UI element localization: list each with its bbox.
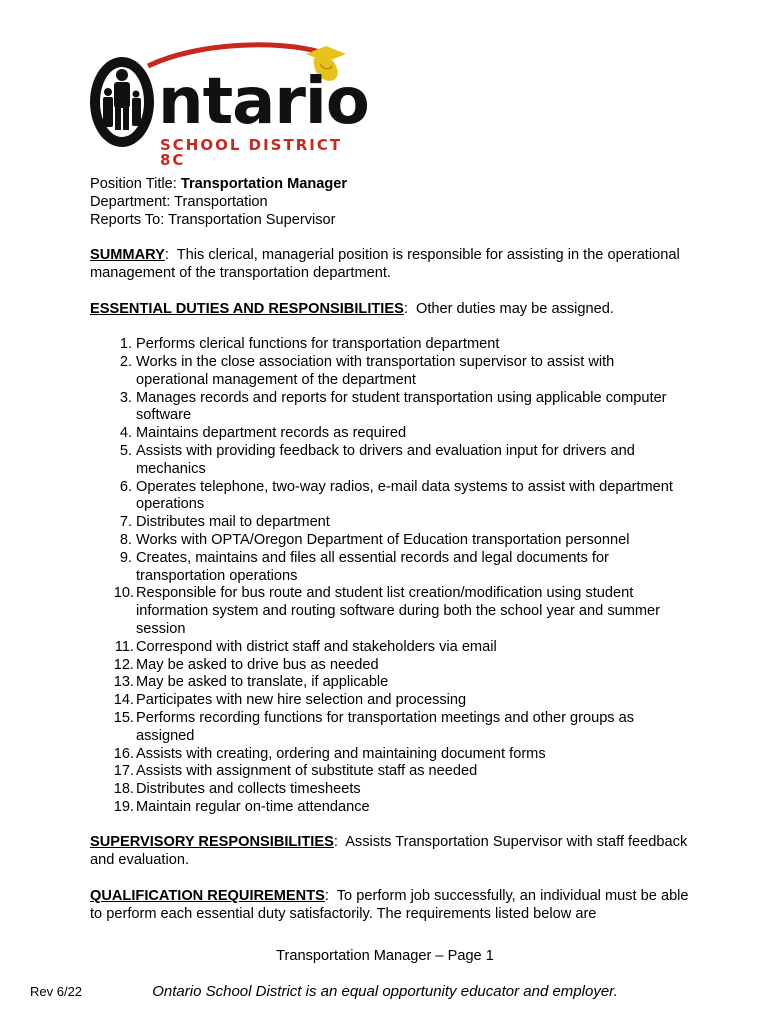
position-title-label: Position Title: <box>90 176 177 192</box>
duty-number: 4. <box>119 425 132 442</box>
duty-item <box>90 390 690 426</box>
duty-text: Responsible for bus route and student list creation/modification using student information system and routing software during both the school year and summer session <box>136 585 661 637</box>
summary-heading: SUMMARY <box>90 247 165 264</box>
duty-item <box>90 443 690 479</box>
eeo-statement: Ontario School District is an equal opportunity educator and employer. <box>152 983 618 1000</box>
duty-text: Manages records and reports for student transportation using applicable computer software <box>136 389 667 424</box>
duty-text: Distributes mail to department <box>136 514 330 531</box>
supervisory-heading: SUPERVISORY RESPONSIBILITIES <box>90 834 334 851</box>
duties-heading-line: ESSENTIAL DUTIES AND RESPONSIBILITIES: Other duties may be assigned. <box>90 300 614 317</box>
duty-number: 1. <box>119 336 132 353</box>
duty-number: 7. <box>119 514 132 531</box>
duty-text: May be asked to drive bus as needed <box>136 656 379 673</box>
summary-section: SUMMARY: This clerical, managerial position is responsible for assisting in the operational management of the transportation department. <box>90 247 680 281</box>
duty-text: Works in the close association with transportation supervisor to assist with operational management of the department <box>136 353 615 388</box>
duty-item <box>90 657 690 675</box>
duty-text: May be asked to translate, if applicable <box>136 674 389 691</box>
qualification-section: QUALIFICATION REQUIREMENTS: To perform job successfully, an individual must be able to perform each essential duty satisfactorily. The requirements listed below are <box>90 887 689 922</box>
duty-text: Distributes and collects timesheets <box>136 781 361 798</box>
duty-number: 12. <box>113 656 134 673</box>
qualification-heading: QUALIFICATION REQUIREMENTS <box>90 887 325 904</box>
duty-text: Performs clerical functions for transportation department <box>136 336 500 353</box>
duty-item <box>90 585 690 638</box>
reports-to-line <box>90 212 690 230</box>
duty-item <box>90 710 690 746</box>
duty-text: Participates with new hire selection and processing <box>136 692 467 709</box>
duty-number: 14. <box>113 692 134 709</box>
duty-item <box>90 354 690 390</box>
logo-wordmark: ntario <box>158 65 369 139</box>
duty-text: Assists with providing feedback to drivers and evaluation input for drivers and mechanics <box>136 442 635 477</box>
document-body <box>90 176 690 923</box>
qualification-text: To perform job successfully, an individual must be able to perform each essential duty satisfactorily. The requirements listed below are <box>90 887 689 922</box>
duty-item <box>90 746 690 764</box>
duty-item <box>90 639 690 657</box>
duties-heading: ESSENTIAL DUTIES AND RESPONSIBILITIES <box>90 300 404 317</box>
position-title-value: Transportation Manager <box>180 176 348 192</box>
duty-text: Works with OPTA/Oregon Department of Education transportation personnel <box>136 531 630 548</box>
logo-subtitle: SCHOOL DISTRICT 8C <box>160 136 343 169</box>
supervisory-section: SUPERVISORY RESPONSIBILITIES: Assists Transportation Supervisor with staff feedback and evaluation. <box>90 834 688 869</box>
duty-text: Correspond with district staff and stakeholders via email <box>136 638 497 655</box>
duty-number: 3. <box>119 389 132 406</box>
department-line <box>90 194 690 212</box>
duty-item <box>90 692 690 710</box>
duty-item <box>90 336 690 354</box>
duties-intro: Other duties may be assigned. <box>415 300 614 317</box>
revision-label: Rev 6/22 <box>30 984 83 999</box>
duty-number: 8. <box>119 531 132 548</box>
duty-item <box>90 781 690 799</box>
duty-number: 15. <box>113 709 134 726</box>
duty-number: 9. <box>119 549 132 566</box>
duty-number: 17. <box>113 763 134 780</box>
duty-number: 2. <box>119 353 132 370</box>
duty-text: Assists with creating, ordering and maintaining document forms <box>136 745 546 762</box>
duty-item <box>90 674 690 692</box>
duty-text: Assists with assignment of substitute staff as needed <box>136 763 478 780</box>
reports-to-value: Transportation Supervisor <box>168 211 336 228</box>
duty-item <box>90 763 690 781</box>
duty-text: Maintain regular on-time attendance <box>136 798 370 815</box>
duty-item <box>90 550 690 586</box>
page-footer-label: Transportation Manager – Page 1 <box>276 948 494 964</box>
duty-item <box>90 514 690 532</box>
summary-text: This clerical, managerial position is responsible for assisting in the operational management of the transportation department. <box>90 247 680 281</box>
duty-number: 6. <box>119 478 132 495</box>
duty-item <box>90 425 690 443</box>
duty-number: 11. <box>114 638 134 655</box>
duty-number: 19. <box>113 798 134 815</box>
reports-to-label: Reports To: <box>90 211 165 228</box>
duty-item <box>90 532 690 550</box>
district-logo <box>88 40 369 169</box>
duty-text: Maintains department records as required <box>136 425 407 442</box>
duty-item <box>90 799 690 817</box>
department-label: Department: <box>90 193 171 210</box>
duty-number: 13. <box>113 674 134 691</box>
department-value: Transportation <box>174 193 268 210</box>
duty-text: Creates, maintains and files all essential records and legal documents for transportation operations <box>136 549 609 584</box>
position-title-line <box>90 176 690 194</box>
duties-list <box>90 336 690 817</box>
supervisory-text: Assists Transportation Supervisor with staff feedback and evaluation. <box>90 834 688 869</box>
duty-item <box>90 479 690 515</box>
duty-number: 5. <box>119 442 132 459</box>
duty-text: Operates telephone, two-way radios, e-mail data systems to assist with department operations <box>136 478 673 513</box>
duty-text: Performs recording functions for transportation meetings and other groups as assigned <box>136 709 635 744</box>
duty-number: 18. <box>113 781 134 798</box>
duty-number: 10. <box>113 585 134 602</box>
duty-number: 16. <box>113 745 134 762</box>
